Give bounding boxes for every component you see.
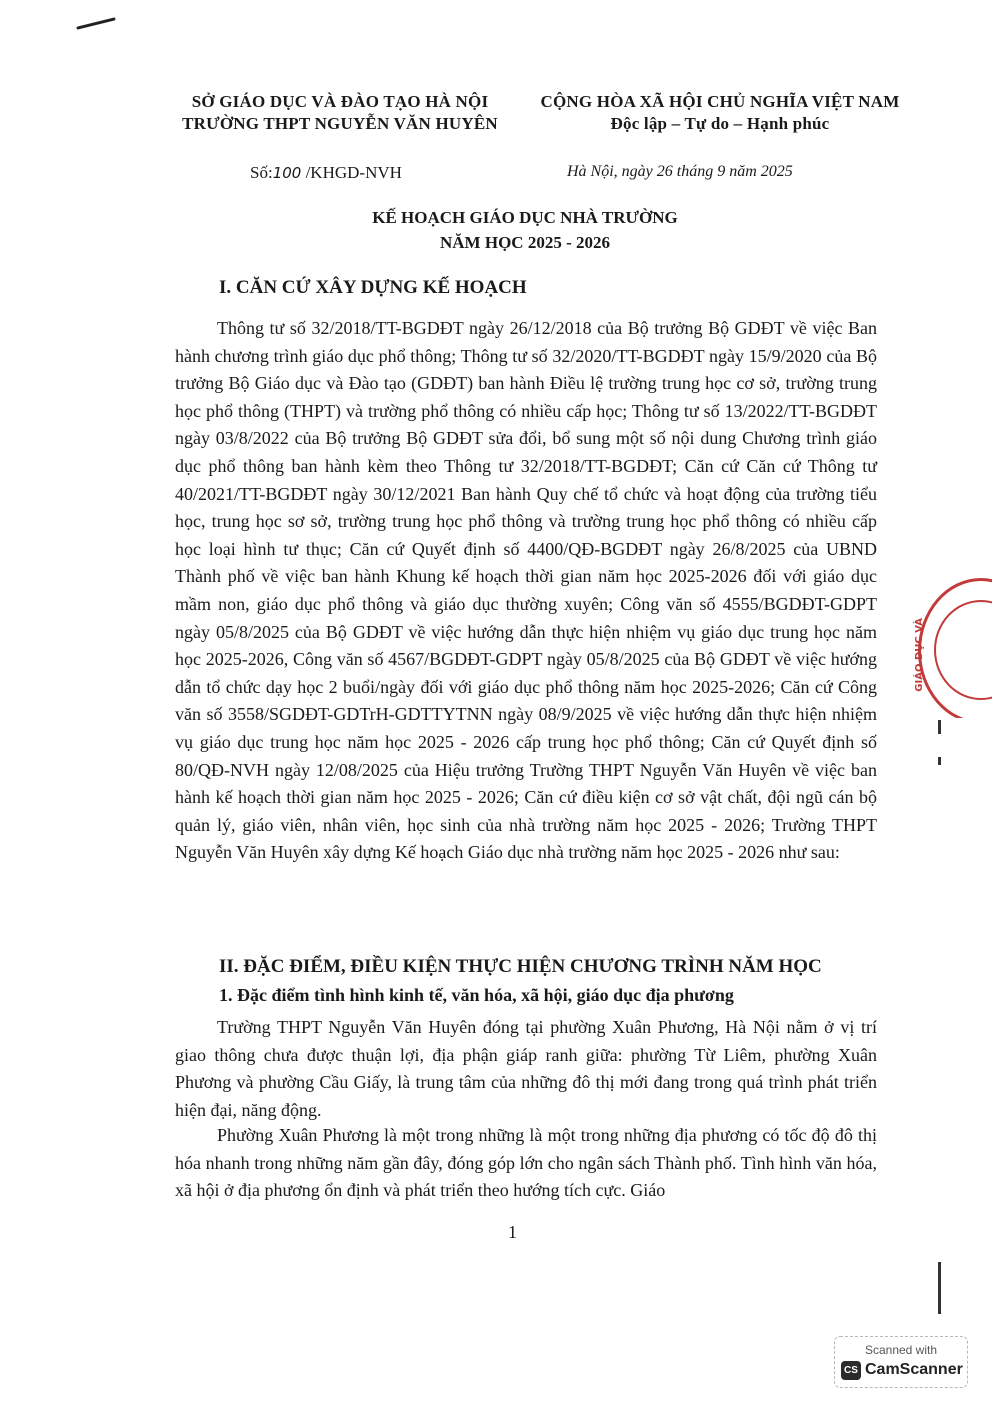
document-number <box>250 163 402 183</box>
section-1-heading: I. CĂN CỨ XÂY DỰNG KẾ HOẠCH <box>219 277 527 298</box>
scanner-brand: CamScanner <box>865 1361 963 1378</box>
title-line-2: NĂM HỌC 2025 - 2026 <box>440 233 610 252</box>
doc-no-suffix: /KHGD-NVH <box>301 163 402 182</box>
section-2-body-1 <box>175 1014 877 1124</box>
stamp-text: GIÁO DỤC VÀ <box>914 618 925 692</box>
issuer-school: TRƯỜNG THPT NGUYỄN VĂN HUYÊN <box>182 114 498 133</box>
subsection-1-heading: 1. Đặc điểm tình hình kinh tế, văn hóa, xã hội, giáo dục địa phương <box>219 985 734 1005</box>
red-seal-stamp <box>908 578 992 718</box>
scanner-caption: Scanned with <box>864 1343 938 1357</box>
document-date: Hà Nội, ngày 26 tháng 9 năm 2025 <box>567 163 793 180</box>
paragraph: Phường Xuân Phương là một trong những là một trong những địa phương có tốc độ đô thị hóa nhanh trong những năm gần đây, đóng góp lớn cho ngân sách Thành phố. Tình hình văn hóa, xã hội ở địa phương ổn định và phát triển theo hướng tích cực. Giáo <box>175 1125 877 1201</box>
paragraph: Thông tư số 32/2018/TT-BGDĐT ngày 26/12/2018 của Bộ trưởng Bộ GDĐT về việc Ban hành chương trình giáo dục phổ thông; Thông tư số 32/2020/TT-BGDĐT ngày 15/9/2020 của Bộ trưởng Bộ Giáo dục và Đào tạo (GDĐT) ban hành Điều lệ trường trung học cơ sở, trường trung học phổ thông (THPT) và trường phổ thông có nhiều cấp học; Thông tư số 13/2022/TT-BGDĐT ngày 03/8/2022 của Bộ trưởng Bộ GDĐT sửa đổi, bổ sung một số nội dung Chương trình giáo dục phổ thông ban hành kèm theo Thông tư 32/2018/TT-BGDĐT; Căn cứ Căn cứ Thông tư 40/2021/TT-BGDĐT ngày 30/12/2021 Ban hành Quy chế tổ chức và hoạt động của trường tiểu học, trung học sơ sở, trường trung học phổ thông và trường trung học phổ thông có nhiều cấp học loại hình tư thục; Căn cứ Quyết định số 4400/QĐ-BGDĐT ngày 26/8/2025 của UBND Thành phố về việc ban hành Khung kế hoạch thời gian năm học 2025-2026 đối với giáo dục mầm non, giáo dục phổ thông và giáo dục thường xuyên; Công văn số 4555/BGDĐT-GDPT ngày 05/8/2025 của Bộ GDĐT về việc hướng dẫn thực hiện nhiệm vụ giáo dục trung học năm học 2025-2026, Công văn số 4567/BGDĐT-GDPT ngày 05/8/2025 của Bộ GDĐT về việc hướng dẫn tổ chức dạy học 2 buổi/ngày đối với giáo dục phổ thông năm học 2025-2026; Căn cứ Công văn số 3558/SGDĐT-GDTrH-GDTTYTNN ngày 08/9/2025 về việc hướng dẫn thực hiện nhiệm vụ giáo dục trung học năm học 2025 - 2026 cấp trung học phổ thông; Căn cứ Quyết định số 80/QĐ-NVH ngày 12/08/2025 của Hiệu trưởng Trường THPT Nguyễn Văn Huyên về việc ban hành kế hoạch thời gian năm học 2025 - 2026; Căn cứ điều kiện cơ sở vật chất, đội ngũ cán bộ quản lý, giáo viên, nhân viên, học sinh của nhà trường năm học 2025 - 2026; Trường THPT Nguyễn Văn Huyên xây dựng Kế hoạch Giáo dục nhà trường năm học 2025 - 2026 như sau: <box>175 318 877 863</box>
camscanner-logo-icon: CS <box>841 1361 861 1380</box>
doc-no-handwritten: 100 <box>272 164 302 182</box>
edge-mark <box>938 720 941 734</box>
section-1-body <box>175 315 877 867</box>
edge-mark <box>938 757 941 765</box>
title-line-1: KẾ HOẠCH GIÁO DỤC NHÀ TRƯỜNG <box>372 208 678 227</box>
pen-mark <box>76 17 116 30</box>
page-number: 1 <box>508 1222 517 1242</box>
section-2-heading: II. ĐẶC ĐIỂM, ĐIỀU KIỆN THỰC HIỆN CHƯƠNG TRÌNH NĂM HỌC <box>219 956 822 977</box>
national-header <box>520 91 920 135</box>
issuer-department: SỞ GIÁO DỤC VÀ ĐÀO TẠO HÀ NỘI <box>191 92 489 111</box>
document-title <box>200 205 850 255</box>
section-2-body-2 <box>175 1122 877 1205</box>
camscanner-badge <box>834 1336 968 1388</box>
issuer-header <box>150 91 530 135</box>
doc-no-prefix: Số: <box>250 163 273 182</box>
national-motto: Độc lập – Tự do – Hạnh phúc <box>610 114 830 133</box>
national-name: CỘNG HÒA XÃ HỘI CHỦ NGHĨA VIỆT NAM <box>540 92 900 111</box>
edge-mark <box>938 1262 941 1314</box>
paragraph: Trường THPT Nguyễn Văn Huyên đóng tại phường Xuân Phương, Hà Nội nằm ở vị trí giao thông chưa được thuận lợi, địa phận giáp ranh giữa: phường Từ Liêm, phường Xuân Phương và phường Cầu Giấy, là trung tâm của những đô thị mới đang trong quá trình phát triển hiện đại, năng động. <box>175 1017 877 1120</box>
